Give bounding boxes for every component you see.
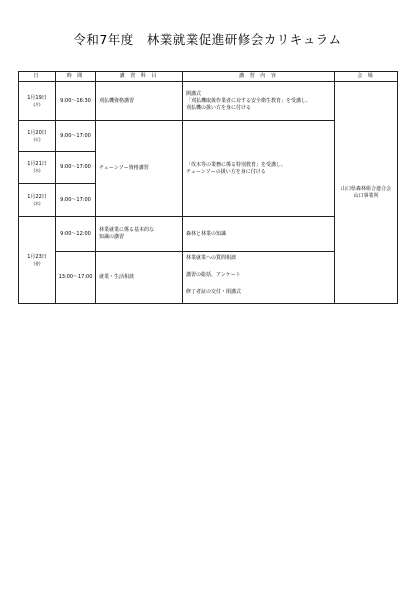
time-cell: 9:00～12:00 [56,217,96,252]
venue-office: 山口事業所 [353,192,379,199]
venue-cell [335,82,398,304]
time-cell: 9:00～17:00 [56,152,96,184]
content-line: チェーンソーの扱い方を身に付ける [186,168,266,175]
date: 1月22日 [27,193,47,200]
date: 1月23日 [27,253,47,260]
weekday: (火) [33,136,41,142]
content-cell [183,82,335,121]
content-cell [183,252,335,304]
date-cell [19,152,56,184]
content-line: 刈払機の扱い方を身に付ける [186,104,252,111]
subject-cell [96,217,183,252]
content-line: 開講式 [186,90,202,97]
subject-cell: チェーンソー資格講習 [96,121,183,217]
content-line: 修了者証の交付・閉講式 [186,289,242,295]
date-cell [19,82,56,121]
subject-line: 林業就業に係る基本的な [99,227,155,233]
time-cell: 9:00～17:00 [56,184,96,217]
content-cell [183,121,335,217]
time-cell: 13:00～17:00 [56,252,96,304]
date: 1月20日 [27,129,47,136]
content-line: 「伐木等の業務に係る特別教育」を受講し、 [186,161,287,168]
header-time: 時 間 [56,72,96,82]
curriculum-table [18,71,398,304]
content-cell: 森林と林業の知識 [183,217,335,252]
table-row [19,82,398,121]
subject-cell: 刈払機資格講習 [96,82,183,121]
date: 1月19日 [27,94,47,101]
header-venue: 会 場 [335,72,398,82]
date-cell [19,184,56,217]
time-cell: 9:00～16:30 [56,82,96,121]
subject-line: 知識の講習 [99,234,125,240]
date-cell [19,217,56,304]
date: 1月21日 [27,161,47,167]
weekday: (水) [33,168,41,173]
table-header-row [19,72,398,82]
weekday: (月) [33,101,41,107]
weekday: (木) [33,200,41,206]
content-line: 林業就業への質問相談 [186,255,237,261]
subject-cell: 就業・生活相談 [96,252,183,304]
header-subject: 講 習 科 目 [96,72,183,82]
header-date: 日 [19,72,56,82]
header-content: 講 習 内 容 [183,72,335,82]
content-line: 「刈払機取扱作業者に対する安全衛生教育」を受講し、 [186,97,312,104]
page-title: 令和7年度 林業就業促進研修会カリキュラム [73,32,342,47]
weekday: (金) [33,260,41,266]
content-line: 講習の総括、アンケート [186,272,241,278]
time-cell: 9:00～17:00 [56,121,96,152]
date-cell [19,121,56,152]
venue-name: 山口県森林組合連合会 [340,185,391,192]
